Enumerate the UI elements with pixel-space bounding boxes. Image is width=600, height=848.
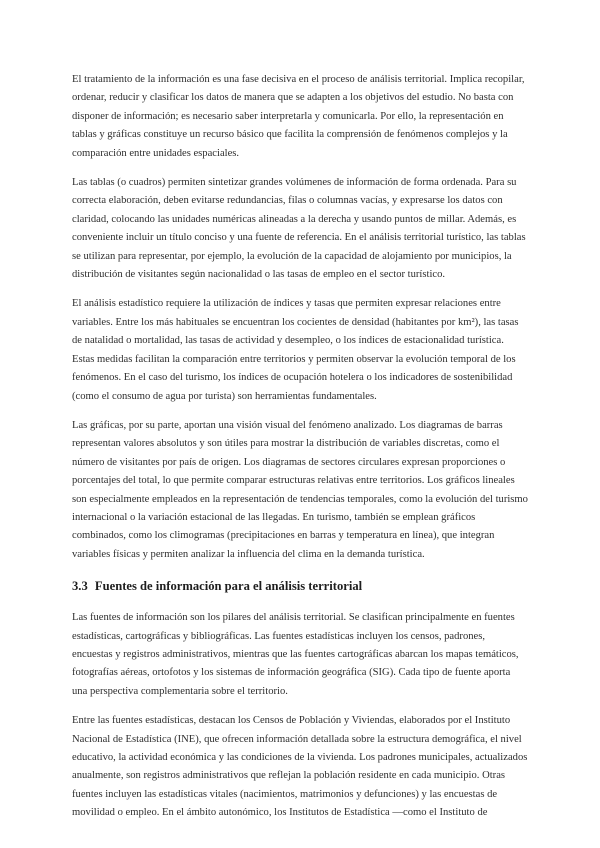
section-heading bbox=[72, 577, 528, 595]
section-number: 3.3 bbox=[72, 579, 88, 594]
section-title: Fuentes de información para el análisis territorial bbox=[94, 579, 363, 594]
paragraph-tables: Las tablas (o cuadros) permiten sintetizar grandes volúmenes de información de forma ordenada. Para su correcta elaboración, deben evitarse redundancias, filas o columnas vacías, y expresarse los datos con claridad, colocando las unidades numéricas alineadas a la derecha y usando puntos de millar. Además, es conveniente incluir un título conciso y una fuente de referencia. En el análisis territorial turístico, las tablas se utilizan para representar, por ejemplo, la evolución de la capacidad de alojamiento por municipios, la distribución de visitantes según nacionalidad o las tasas de empleo en el sector turístico. bbox=[72, 177, 526, 281]
paragraph-information-sources: Las fuentes de información son los pilares del análisis territorial. Se clasifican principalmente en fuentes estadísticas, cartográficas y bibliográficas. Las fuentes estadísticas incluyen los censos, padrones, encuestas y registros administrativos, mientras que las fuentes cartográficas abarcan los mapas temáticos, fotografías aéreas, ortofotos y los sistemas de información geográfica (SIG). Cada tipo de fuente aporta una perspectiva complementaria sobre el territorio. bbox=[72, 612, 519, 697]
paragraph-statistical-analysis: El análisis estadístico requiere la utilización de índices y tasas que permiten expresar relaciones entre variables. Entre los más habituales se encuentran los cocientes de densidad (habitantes por km²), las tasas de natalidad o mortalidad, las tasas de actividad y desempleo, o los índices de estacionalidad turística. Estas medidas facilitan la comparación entre territorios y permiten observar la evolución temporal de los fenómenos. En el caso del turismo, los índices de ocupación hotelera o los indicadores de sostenibilidad (como el consumo de agua por turista) son herramientas fundamentales. bbox=[72, 298, 519, 402]
paragraph-information-treatment: El tratamiento de la información es una fase decisiva en el proceso de análisis territorial. Implica recopilar, ordenar, reducir y clasificar los datos de manera que se adapten a los objetivos del estudio. No basta con disponer de información; es necesario saber interpretarla y comunicarla. Por ello, la representación en tablas y gráficas constituye un recurso básico que facilita la comprensión de fenómenos complejos y la comparación entre unidades espaciales. bbox=[72, 74, 525, 159]
paragraph-statistical-sources: Entre las fuentes estadísticas, destacan los Censos de Población y Viviendas, elaborados por el Instituto Nacional de Estadística (INE), que ofrecen información detallada sobre la estructura demográfica, el nivel educativo, la actividad económica y las condiciones de la vivienda. Los padrones municipales, actualizados anualmente, son registros administrativos que reflejan la población residente en cada municipio. Otras fuentes incluyen las estadísticas vitales (nacimientos, matrimonios y defunciones) y las encuestas de movilidad o empleo. En el ámbito autonómico, los Institutos de Estadística —como el Instituto de bbox=[72, 715, 528, 819]
paragraph-graphs: Las gráficas, por su parte, aportan una visión visual del fenómeno analizado. Los diagramas de barras representan valores absolutos y son útiles para mostrar la distribución de variables discretas, como el número de visitantes por país de origen. Los diagramas de sectores circulares expresan proporciones o porcentajes del total, lo que permite comparar estructuras relativas entre territorios. Los gráficos lineales son especialmente empleados en la representación de tendencias temporales, como la evolución del turismo internacional o la variación estacional de las llegadas. En turismo, también se emplean gráficos combinados, como los climogramas (precipitaciones en barras y temperatura en línea), que integran variables físicas y permiten analizar la influencia del clima en la demanda turística. bbox=[72, 419, 528, 560]
